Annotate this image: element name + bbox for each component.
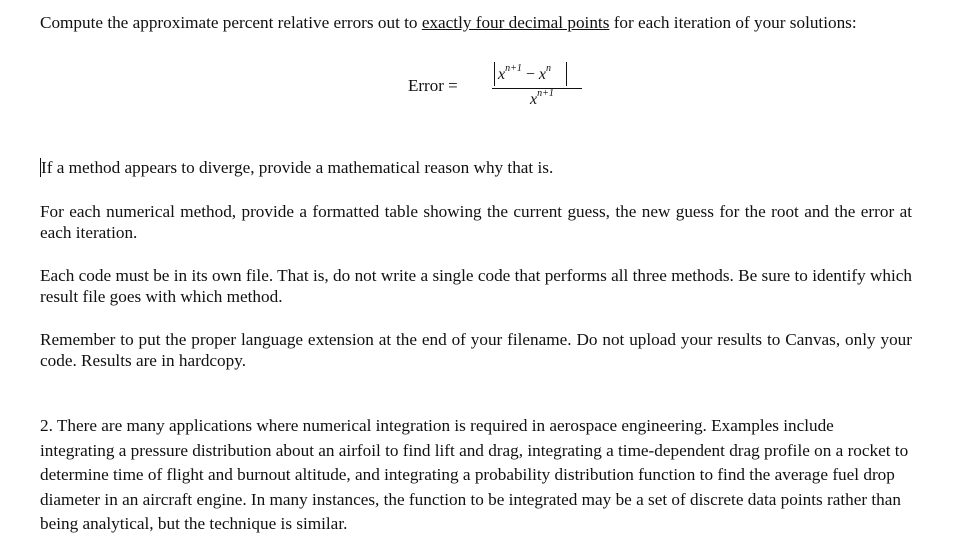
numerator-exp-n: n xyxy=(546,63,551,74)
own-file-paragraph: Each code must be in its own file. That is, do not write a single code that performs all three methods. Be sure to identify which result file goes with which method. xyxy=(40,266,912,306)
numerator-minus: − xyxy=(521,66,539,83)
diverge-text: If a method appears to diverge, provide a mathematical reason why that is. xyxy=(41,158,554,177)
problem-2-paragraph: 2. There are many applications where numerical integration is required in aerospace engineering. Examples include integrating a pressure distribution about an airfoil to find lift and drag, integrating a time-dependent drag profile on a rocket to determine time of flight and burnout altitude, and integrating a probability distribution function to find the average fuel drop diameter in an aircraft engine. In many instances, the function to be integrated may be a set of discrete data points rather than being analytical, but the technique is similar. xyxy=(40,416,909,533)
error-formula xyxy=(408,58,578,114)
numerator-x-next: x xyxy=(498,66,506,83)
intro-underlined-text: exactly four decimal points xyxy=(421,13,610,32)
abs-bar-left xyxy=(494,62,495,86)
numerator-x-n: x xyxy=(538,66,546,83)
intro-text-after: for each iteration of your solutions: xyxy=(609,13,857,32)
extension-paragraph: Remember to put the proper language extension at the end of your filename. Do not upload your results to Canvas, only your code. Results are in hardcopy. xyxy=(40,330,912,370)
numerator-exp-next: n+1 xyxy=(505,63,522,74)
formula-lhs: Error = xyxy=(408,76,458,95)
formula-numerator xyxy=(492,60,582,86)
denominator-exp: n+1 xyxy=(537,88,554,99)
numerator-expression xyxy=(498,63,551,84)
abs-bar-right xyxy=(566,62,567,86)
diverge-paragraph[interactable] xyxy=(40,157,912,178)
intro-text-before: Compute the approximate percent relative errors out to xyxy=(40,13,422,32)
formula-fraction xyxy=(492,58,582,114)
table-paragraph: For each numerical method, provide a formatted table showing the current guess, the new guess for the root and the error at each iteration. xyxy=(40,202,912,242)
denominator-x: x xyxy=(530,91,538,108)
intro-paragraph xyxy=(40,12,912,33)
formula-denominator xyxy=(530,88,554,109)
